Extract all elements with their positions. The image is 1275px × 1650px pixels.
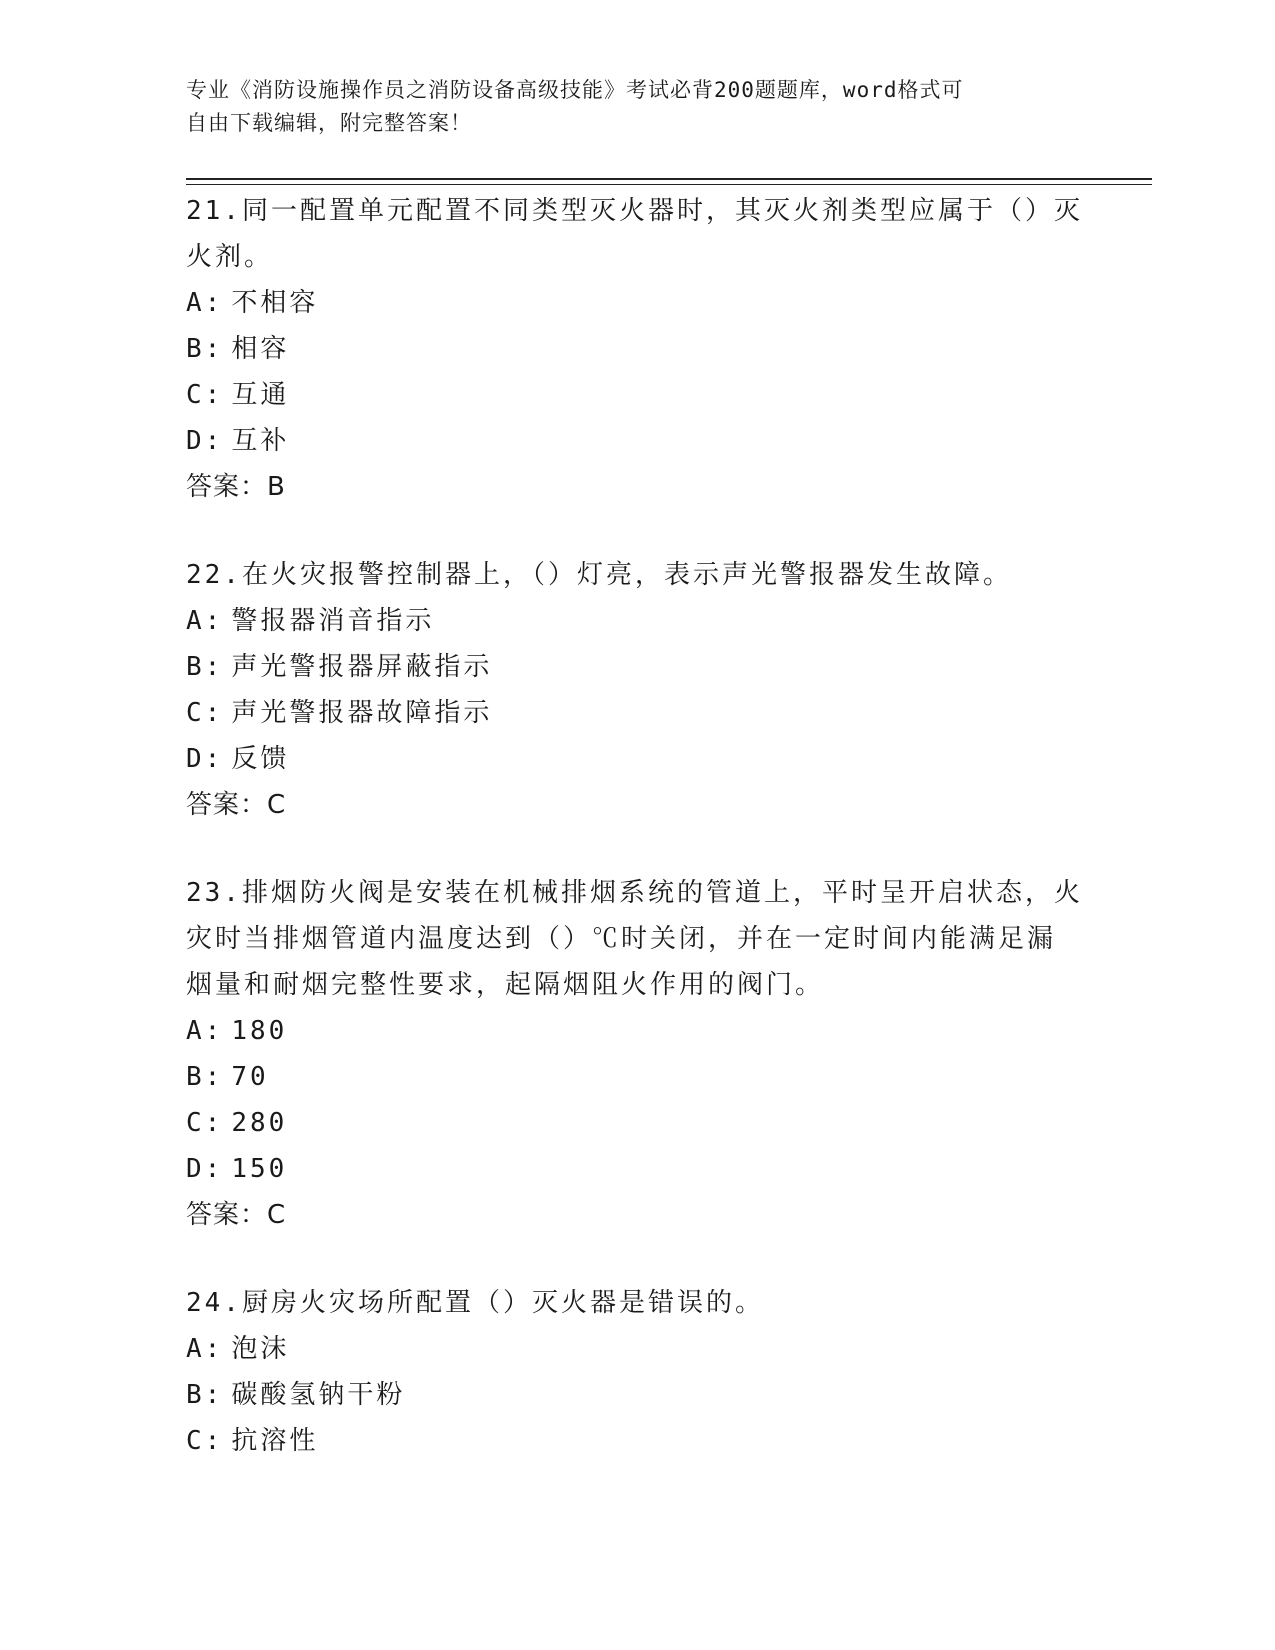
question-21 — [186, 188, 1086, 510]
option-key: A: — [186, 606, 224, 636]
option-b — [186, 326, 1086, 372]
question-stem-line: 烟量和耐烟完整性要求，起隔烟阻火作用的阀门。 — [186, 970, 825, 1000]
question-22 — [186, 552, 1086, 828]
question-stem-line: 21.同一配置单元配置不同类型灭火器时，其灭火剂类型应属于（）灭 — [186, 196, 1083, 226]
option-text: 互通 — [231, 380, 290, 410]
option-text: 互补 — [231, 426, 290, 456]
answer-line: 答案：C — [186, 790, 287, 820]
option-b — [186, 644, 1086, 690]
option-text: 70 — [231, 1062, 269, 1092]
option-key: A: — [186, 1016, 224, 1046]
option-key: C: — [186, 1426, 224, 1456]
option-text: 反馈 — [231, 744, 290, 774]
option-a — [186, 1008, 1086, 1054]
option-a — [186, 280, 1086, 326]
option-d — [186, 736, 1086, 782]
option-text: 150 — [231, 1154, 288, 1184]
option-key: B: — [186, 334, 224, 364]
option-text: 相容 — [231, 334, 290, 364]
option-key: C: — [186, 380, 224, 410]
question-23 — [186, 870, 1086, 1238]
option-text: 抗溶性 — [231, 1426, 319, 1456]
option-d — [186, 1146, 1086, 1192]
option-text: 不相容 — [231, 288, 319, 318]
option-c — [186, 372, 1086, 418]
option-a — [186, 1326, 1086, 1372]
question-list — [186, 188, 1086, 1506]
option-text: 声光警报器屏蔽指示 — [231, 652, 493, 682]
option-c — [186, 1418, 1086, 1464]
question-24 — [186, 1280, 1086, 1464]
header-line-1: 专业《消防设施操作员之消防设备高级技能》考试必背200题题库，word格式可 — [186, 78, 964, 102]
option-key: C: — [186, 1108, 224, 1138]
option-a — [186, 598, 1086, 644]
answer-line: 答案：B — [186, 472, 286, 502]
header-line-2: 自由下载编辑，附完整答案！ — [186, 111, 472, 135]
option-text: 碳酸氢钠干粉 — [231, 1380, 406, 1410]
option-key: C: — [186, 698, 224, 728]
question-stem-line: 灾时当排烟管道内温度达到（）℃时关闭，并在一定时间内能满足漏 — [186, 924, 1057, 954]
option-text: 警报器消音指示 — [231, 606, 435, 636]
option-key: D: — [186, 426, 224, 456]
question-stem-line: 22.在火灾报警控制器上，（）灯亮，表示声光警报器发生故障。 — [186, 560, 1012, 590]
option-d — [186, 418, 1086, 464]
option-text: 泡沫 — [231, 1334, 290, 1364]
option-key: B: — [186, 652, 224, 682]
option-text: 280 — [231, 1108, 288, 1138]
document-header — [186, 74, 1066, 140]
question-stem-line: 23.排烟防火阀是安装在机械排烟系统的管道上，平时呈开启状态，火 — [186, 878, 1083, 908]
option-key: B: — [186, 1380, 224, 1410]
option-b — [186, 1372, 1086, 1418]
header-divider-thick — [186, 178, 1152, 180]
question-stem-line: 火剂。 — [186, 242, 274, 272]
question-stem-line: 24.厨房火灾场所配置（）灭火器是错误的。 — [186, 1288, 764, 1318]
answer-line: 答案：C — [186, 1200, 287, 1230]
option-c — [186, 1100, 1086, 1146]
header-divider-thin — [186, 184, 1152, 185]
option-key: D: — [186, 1154, 224, 1184]
option-key: A: — [186, 288, 224, 318]
option-b — [186, 1054, 1086, 1100]
option-text: 180 — [231, 1016, 288, 1046]
option-key: A: — [186, 1334, 224, 1364]
option-key: D: — [186, 744, 224, 774]
option-key: B: — [186, 1062, 224, 1092]
option-c — [186, 690, 1086, 736]
option-text: 声光警报器故障指示 — [231, 698, 493, 728]
